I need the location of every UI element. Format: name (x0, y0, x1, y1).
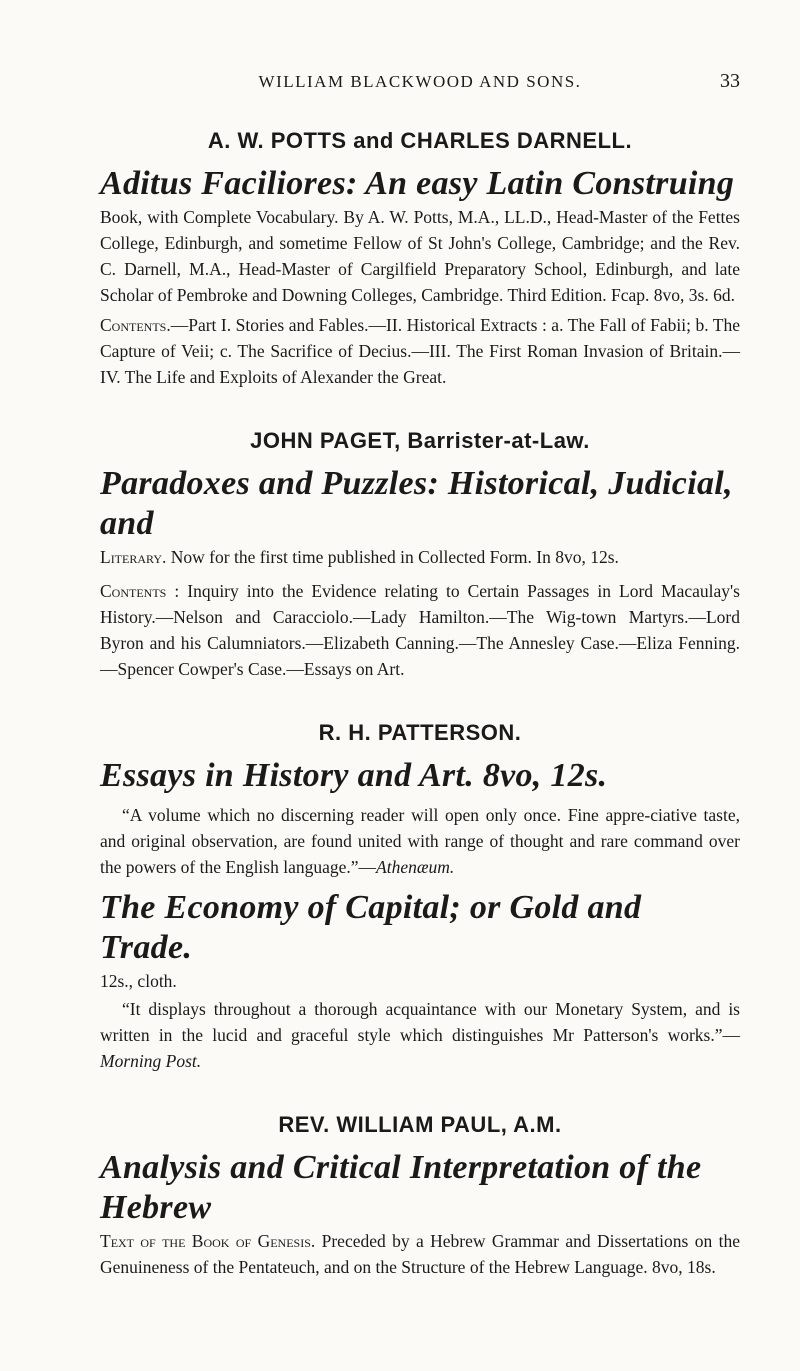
entry-paget (100, 428, 740, 682)
contents-text: —Part I. Stories and Fables.—II. Historical Extracts : a. The Fall of Fabii; b. The Capture of Veii; c. The Sacrifice of Decius.—III. The First Roman Invasion of Britain.—IV. The Life and Exploits of Alexander the Great. (100, 315, 740, 387)
book-title: Analysis and Critical Interpretation of the Hebrew (100, 1149, 702, 1226)
book-title: Aditus Faciliores: An easy Latin Construing (100, 165, 735, 202)
quote-source: Athenæum. (376, 857, 455, 877)
contents-text: : Inquiry into the Evidence relating to Certain Passages in Lord Macaulay's History.—Nelson and Caracciolo.—Lady Hamilton.—The Wig-town Martyrs.—Lord Byron and his Calumniators.—Elizabeth Canning.—The Annesley Case.—Eliza Fenning.—Spencer Cowper's Case.—Essays on Art. (100, 581, 740, 679)
entry-paul (100, 1112, 740, 1280)
quote-text: “It displays throughout a thorough acquaintance with our Monetary System, and is written in the lucid and graceful style which distinguishes Mr Patterson's works.”— (100, 999, 740, 1045)
author-heading: JOHN PAGET, Barrister-at-Law. (250, 428, 590, 453)
contents-list (100, 312, 740, 390)
description-text: Preceded by a Hebrew Grammar and Dissertations on the Genuineness of the Pentateuch, and on the Structure of the Hebrew Language. 8vo, 18s. (100, 1231, 740, 1277)
book-title: Essays in History and Art. 8vo, 12s. (100, 757, 608, 794)
running-head (100, 60, 740, 96)
author-heading: REV. WILLIAM PAUL, A.M. (278, 1112, 562, 1137)
book-title: Paradoxes and Puzzles: Historical, Judicial, and (100, 465, 733, 542)
book-description (100, 1228, 740, 1280)
book-title-2: The Economy of Capital; or Gold and Trade. (100, 889, 642, 966)
contents-list (100, 578, 740, 682)
review-quote-2 (100, 996, 740, 1074)
review-quote (100, 802, 740, 880)
running-head-title: WILLIAM BLACKWOOD AND SONS. (258, 72, 582, 91)
description-text: Now for the first time published in Collected Form. In 8vo, 12s. (166, 547, 619, 567)
book-description: Book, with Complete Vocabulary. By A. W. Potts, M.A., LL.D., Head-Master of the Fettes College, Edinburgh, and sometime Fellow of St John's College, Cambridge; and the Rev. C. Darnell, M.A., Head-Master of Cargilfield Preparatory School, Edinburgh, and late Scholar of Pembroke and Downing Colleges, Cambridge. Third Edition. Fcap. 8vo, 3s. 6d. (100, 207, 740, 305)
author-heading: R. H. PATTERSON. (318, 720, 522, 745)
book-description (100, 544, 740, 570)
page-number: 33 (720, 70, 740, 92)
quote-text: “A volume which no discerning reader will open only once. Fine appre-ciative taste, and original observation, are found united with range of thought and rare command over the powers of the English language.”— (100, 805, 740, 877)
description-lead: Text of the Book of Genesis. (100, 1231, 316, 1251)
book-description-2: 12s., cloth. (100, 971, 177, 991)
book-page (100, 60, 740, 1280)
author-heading: A. W. POTTS and CHARLES DARNELL. (207, 128, 633, 153)
entry-potts-darnell (100, 128, 740, 390)
quote-source: Morning Post. (100, 1051, 202, 1071)
contents-label: Contents (100, 581, 167, 601)
description-lead: Literary. (100, 547, 167, 567)
contents-label: Contents. (100, 315, 171, 335)
entry-patterson (100, 720, 740, 1074)
